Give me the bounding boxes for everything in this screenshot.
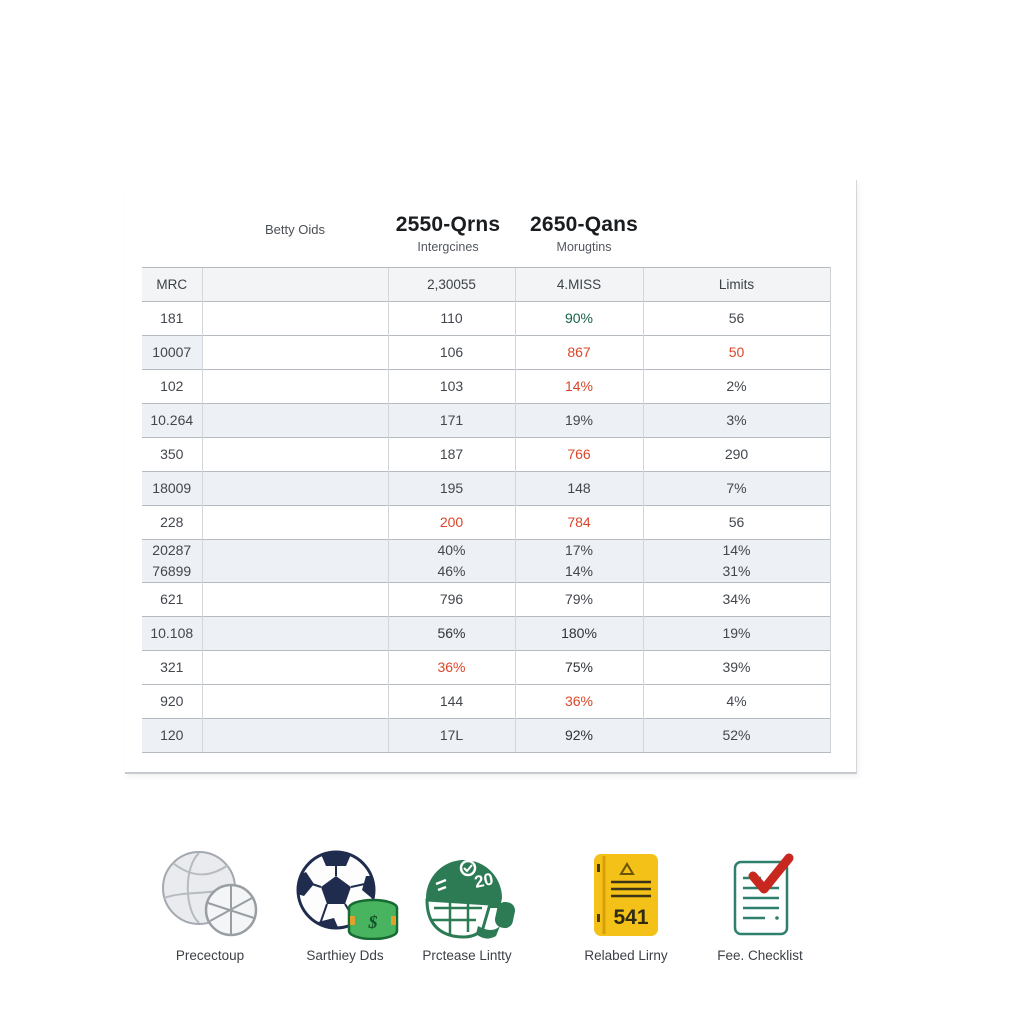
table-row xyxy=(142,506,830,540)
table-cell xyxy=(202,651,388,685)
table-cell xyxy=(202,438,388,472)
table-header-row xyxy=(142,268,830,302)
table-cell: 36% xyxy=(515,685,643,719)
table-cell xyxy=(202,370,388,404)
table-cell: 350 xyxy=(142,438,202,472)
table-cell: 195 xyxy=(388,472,515,506)
table-cell: 181 xyxy=(142,302,202,336)
table-cell: 10.264 xyxy=(142,404,202,438)
table-cell: 56 xyxy=(643,506,830,540)
table-cell: 39% xyxy=(643,651,830,685)
book-number: 541 xyxy=(613,906,649,929)
table-cell: 19% xyxy=(643,617,830,651)
table-row xyxy=(142,651,830,685)
table-cell xyxy=(202,540,388,583)
table-cell: 36% xyxy=(388,651,515,685)
table-cell: 34% xyxy=(643,583,830,617)
category-checklist[interactable] xyxy=(685,848,835,963)
column-header-4miss: 4.MISS xyxy=(515,268,643,302)
table-cell: 79% xyxy=(515,583,643,617)
table-cell: 920 xyxy=(142,685,202,719)
table-cell: 290 xyxy=(643,438,830,472)
table-cell xyxy=(202,583,388,617)
table-cell: 102 xyxy=(142,370,202,404)
table-row xyxy=(142,617,830,651)
table-cell: 18009 xyxy=(142,472,202,506)
table-row xyxy=(142,540,830,583)
category-helmet[interactable] xyxy=(392,848,542,963)
column-group-subtitle-2650: Morugtins xyxy=(556,240,612,254)
football-helmet-icon xyxy=(392,848,542,940)
table-cell xyxy=(202,472,388,506)
table-cell: 90% xyxy=(515,302,643,336)
table-cell: 621 xyxy=(142,583,202,617)
table-cell: 92% xyxy=(515,719,643,753)
checklist-icon xyxy=(685,848,835,940)
table-cell xyxy=(202,617,388,651)
table-cell: 171 xyxy=(388,404,515,438)
table-cell: 144 xyxy=(388,685,515,719)
category-label: Precectoup xyxy=(175,948,245,963)
table-row xyxy=(142,685,830,719)
category-book[interactable] xyxy=(551,848,701,963)
yellow-book-icon xyxy=(551,848,701,940)
category-label: Prctease Lintty xyxy=(422,948,512,963)
table-cell: 148 xyxy=(515,472,643,506)
table-row xyxy=(142,404,830,438)
table-cell: 187 xyxy=(388,438,515,472)
category-label: Relabed Lirny xyxy=(584,948,668,963)
table-cell: 867 xyxy=(515,336,643,370)
table-cell: 784 xyxy=(515,506,643,540)
column-group-subtitle-2550: Intergcines xyxy=(417,240,479,254)
table-cell: 103 xyxy=(388,370,515,404)
column-group-title-2650: 2650-Qans xyxy=(529,213,639,236)
table-cell xyxy=(202,685,388,719)
table-cell xyxy=(202,302,388,336)
table-cell: 56% xyxy=(388,617,515,651)
column-group-title-2550: 2550-Qrns xyxy=(395,213,501,236)
table-cell: 2% xyxy=(643,370,830,404)
column-header-empty xyxy=(202,268,388,302)
table-cell: 10.108 xyxy=(142,617,202,651)
table-cell: 110 xyxy=(388,302,515,336)
column-group-label-betty-oids: Betty Oids xyxy=(265,222,325,237)
table-cell: 796 xyxy=(388,583,515,617)
table-row xyxy=(142,302,830,336)
jersey-number: 20 xyxy=(472,869,496,892)
table-row xyxy=(142,336,830,370)
globe-spheres-icon xyxy=(135,848,285,940)
table-cell: 52% xyxy=(643,719,830,753)
table-cell: 766 xyxy=(515,438,643,472)
table-cell xyxy=(202,506,388,540)
table-cell: 180% xyxy=(515,617,643,651)
table-cell: 19% xyxy=(515,404,643,438)
table-cell: 228 xyxy=(142,506,202,540)
money-symbol: $ xyxy=(368,912,378,932)
category-label: Fee. Checklist xyxy=(717,948,803,963)
table-row xyxy=(142,583,830,617)
table-cell: 17% 14% xyxy=(515,540,643,583)
category-globe[interactable] xyxy=(135,848,285,963)
table-row xyxy=(142,438,830,472)
odds-table xyxy=(142,267,831,753)
table-cell: 50 xyxy=(643,336,830,370)
table-row xyxy=(142,370,830,404)
table-row xyxy=(142,719,830,753)
table-cell: 120 xyxy=(142,719,202,753)
table-cell: 14% 31% xyxy=(643,540,830,583)
table-cell: 106 xyxy=(388,336,515,370)
table-cell: 200 xyxy=(388,506,515,540)
table-cell xyxy=(202,404,388,438)
table-cell: 7% xyxy=(643,472,830,506)
table-row xyxy=(142,472,830,506)
table-cell: 321 xyxy=(142,651,202,685)
table-cell: 3% xyxy=(643,404,830,438)
table-cell: 14% xyxy=(515,370,643,404)
table-cell: 56 xyxy=(643,302,830,336)
column-header-mrc: MRC xyxy=(142,268,202,302)
table-cell: 4% xyxy=(643,685,830,719)
column-header-230055: 2,30055 xyxy=(388,268,515,302)
table-cell: 20287 76899 xyxy=(142,540,202,583)
table-cell: 75% xyxy=(515,651,643,685)
table-cell xyxy=(202,336,388,370)
table-cell: 40% 46% xyxy=(388,540,515,583)
table-cell: 17L xyxy=(388,719,515,753)
category-label: Sarthiey Dds xyxy=(306,948,384,963)
column-header-limits: Limits xyxy=(643,268,830,302)
table-cell: 10007 xyxy=(142,336,202,370)
table-cell xyxy=(202,719,388,753)
